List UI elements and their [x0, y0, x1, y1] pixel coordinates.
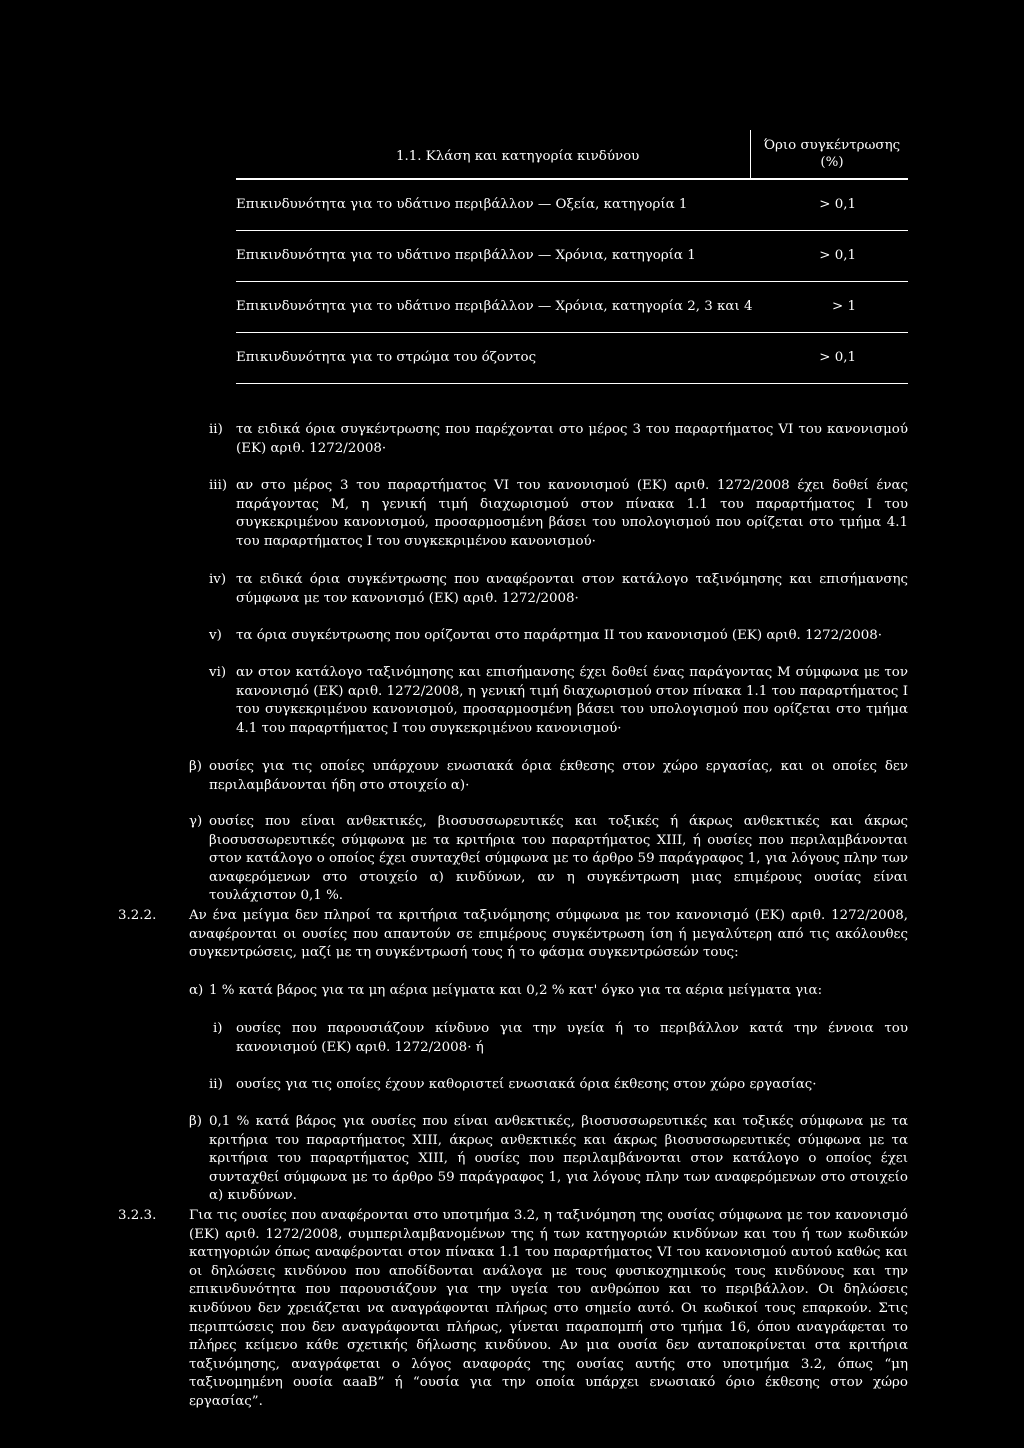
table-row: [236, 231, 908, 282]
item-label: γ): [189, 814, 203, 829]
section-323-text: Για τις ουσίες που αναφέρονται στο υποτμήμα 3.2, η ταξινόμηση της ουσίας σύμφωνα με τον κανονισμό (ΕΚ) αριθ. 1272/2008, συμπεριλαμβανομένων της ή των κατηγοριών κινδύνων και του ή των κωδικών κατηγοριών όπως αναφέρονται στον πίνακα 1.1 του παραρτήματος VI του κανονισμού αυτού καθώς και οι δηλώσεις κινδύνου που αποδίδονται ανάλογα με τους φυσικοχημικούς τους κινδύνους και την επικινδυνότητα που παρουσιάζουν για την υγεία του ανθρώπου και το περιβάλλον. Οι δηλώσεις κινδύνου δεν χρειάζεται να αναγράφονται πλήρως στο σημείο αυτό. Οι κωδικοί τους επαρκούν. Στις περιπτώσεις που δεν αναγράφονται πλήρως, γίνεται παραπομπή στο τμήμα 16, όπου αναγράφεται το πλήρες κείμενο κάθε σχετικής δήλωσης κινδύνου. Αν μια ουσία δεν ανταποκρίνεται στα κριτήρια ταξινόμησης, αναγράφεται ο λόγος αναφοράς της ουσίας αυτής στο υποτμήμα 3.2, όπως “μη ταξινομημένη ουσία αaaB” ή “ουσία για την οποία υπάρχει ενωσιακό όριο έκθεσης στον χώρο εργασίας”.: [189, 1208, 908, 1409]
section-number: 3.2.2.: [118, 908, 157, 923]
table-row: [236, 180, 908, 231]
item-iii-text: αν στο μέρος 3 του παραρτήματος VI του κανονισμού (ΕΚ) αριθ. 1272/2008 έχει δοθεί ένας παράγοντας Μ, η γενική τιμή διαχωρισμού στον πίνακα 1.1 του παραρτήματος I του συγκεκριμένου κανονισμού, προσαρμοσμένη βάσει του υπολογισμού που ορίζεται στο τμήμα 4.1 του παραρτήματος I του συγκεκριμένου κανονισμού·: [236, 478, 908, 549]
header-hazard-class: 1.1. Κλάση και κατηγορία κινδύνου: [396, 149, 640, 164]
section-322-text: Αν ένα μείγμα δεν πληροί τα κριτήρια ταξινόμησης σύμφωνα με τον κανονισμό (ΕΚ) αριθ. 1272/2008, αναφέρονται οι ουσίες που απαντούν σε επιμέρους συγκέντρωση ίση ή μεγαλύτερη από τις ακόλουθες συγκεντρώσεις, μαζί με τη συγκέντρωσή τους ή το φάσμα συγκεντρώσεών τους:: [189, 908, 908, 961]
item-label: vi): [209, 665, 227, 680]
hazard-cell: Επικινδυνότητα για το υδάτινο περιβάλλον — Χρόνια, κατηγορία 1: [236, 248, 696, 263]
limit-cell: > 1: [832, 299, 856, 314]
limit-cell: > 0,1: [819, 248, 856, 263]
limit-cell: > 0,1: [819, 350, 856, 365]
item-v-text: τα όρια συγκέντρωσης που ορίζονται στο παράρτημα II του κανονισμού (ΕΚ) αριθ. 1272/2008·: [236, 628, 882, 643]
table-row: [236, 333, 908, 384]
hazard-cell: Επικινδυνότητα για το υδάτινο περιβάλλον — Χρόνια, κατηγορία 2, 3 και 4: [236, 299, 753, 314]
item-label: β): [189, 759, 202, 774]
header-concentration-limit: Όριο συγκέντρωσης (%): [763, 138, 901, 170]
item-label: iv): [209, 572, 227, 587]
item-label: ii): [209, 422, 223, 437]
item-label: iii): [209, 478, 228, 493]
table-header: [236, 130, 908, 180]
section-number: 3.2.3.: [118, 1208, 157, 1223]
s322-a-i-text: ουσίες που παρουσιάζουν κίνδυνο για την υγεία ή το περιβάλλον κατά την έννοια του κανονισμού (ΕΚ) αριθ. 1272/2008· ή: [236, 1021, 908, 1055]
item-iv-text: τα ειδικά όρια συγκέντρωσης που αναφέρονται στον κατάλογο ταξινόμησης και επισήμανσης σύμφωνα με τον κανονισμό (ΕΚ) αριθ. 1272/2008·: [236, 572, 908, 606]
item-beta-text: ουσίες για τις οποίες υπάρχουν ενωσιακά όρια έκθεσης στον χώρο εργασίας, και οι οποίες δεν περιλαμβάνονται ήδη στο στοιχείο α)·: [209, 759, 908, 793]
item-ii-text: τα ειδικά όρια συγκέντρωσης που παρέχονται στο μέρος 3 του παραρτήματος VI του κανονισμού (ΕΚ) αριθ. 1272/2008·: [236, 422, 908, 456]
item-label: i): [213, 1021, 223, 1036]
hazard-concentration-table: [236, 130, 908, 384]
item-vi-text: αν στον κατάλογο ταξινόμησης και επισήμανσης έχει δοθεί ένας παράγοντας Μ σύμφωνα με τον κανονισμό (ΕΚ) αριθ. 1272/2008, η γενική τιμή διαχωρισμού στον πίνακα 1.1 του παραρτήματος I του συγκεκριμένου κανονισμού, προσαρμοσμένη βάσει του υπολογισμού που ορίζεται στο τμήμα 4.1 του παραρτήματος I του συγκεκριμένου κανονισμού·: [236, 665, 908, 736]
item-label: α): [189, 983, 204, 998]
limit-cell: > 0,1: [819, 197, 856, 212]
table-row: [236, 282, 908, 333]
item-label: β): [189, 1114, 202, 1129]
s322-a-text: 1 % κατά βάρος για τα μη αέρια μείγματα και 0,2 % κατ' όγκο για τα αέρια μείγματα για:: [209, 983, 823, 998]
hazard-cell: Επικινδυνότητα για το στρώμα του όζοντος: [236, 350, 537, 365]
item-label: ii): [209, 1077, 223, 1092]
s322-b-text: 0,1 % κατά βάρος για ουσίες που είναι ανθεκτικές, βιοσυσσωρευτικές και τοξικές σύμφωνα με τα κριτήρια του παραρτήματος XIII, άκρως ανθεκτικές και άκρως βιοσυσσωρευτικές σύμφωνα με τα κριτήρια του παραρτήματος XIII, ή ουσίες που περιλαμβάνονται στον κατάλογο ο οποίος έχει συνταχθεί σύμφωνα με το άρθρο 59 παράγραφος 1, για λόγους πλην των αναφερόμενων στο στοιχείο α) κινδύνων.: [209, 1114, 908, 1204]
hazard-cell: Επικινδυνότητα για το υδάτινο περιβάλλον — Οξεία, κατηγορία 1: [236, 197, 688, 212]
item-gamma-text: ουσίες που είναι ανθεκτικές, βιοσυσσωρευτικές και τοξικές ή άκρως ανθεκτικές και άκρως βιοσυσσωρευτικές σύμφωνα με τα κριτήρια του παραρτήματος XIII, ή ουσίες που περιλαμβάνονται στον κατάλογο ο οποίος έχει συνταχθεί σύμφωνα με το άρθρο 59 παράγραφος 1, για λόγους πλην των αναφερόμενων στο στοιχείο α) κινδύνων, αν η συγκέντρωση μιας επιμέρους ουσίας είναι τουλάχιστον 0,1 %.: [209, 814, 908, 904]
s322-a-ii-text: ουσίες για τις οποίες έχουν καθοριστεί ενωσιακά όρια έκθεσης στον χώρο εργασίας·: [236, 1077, 817, 1092]
item-label: v): [209, 628, 222, 643]
